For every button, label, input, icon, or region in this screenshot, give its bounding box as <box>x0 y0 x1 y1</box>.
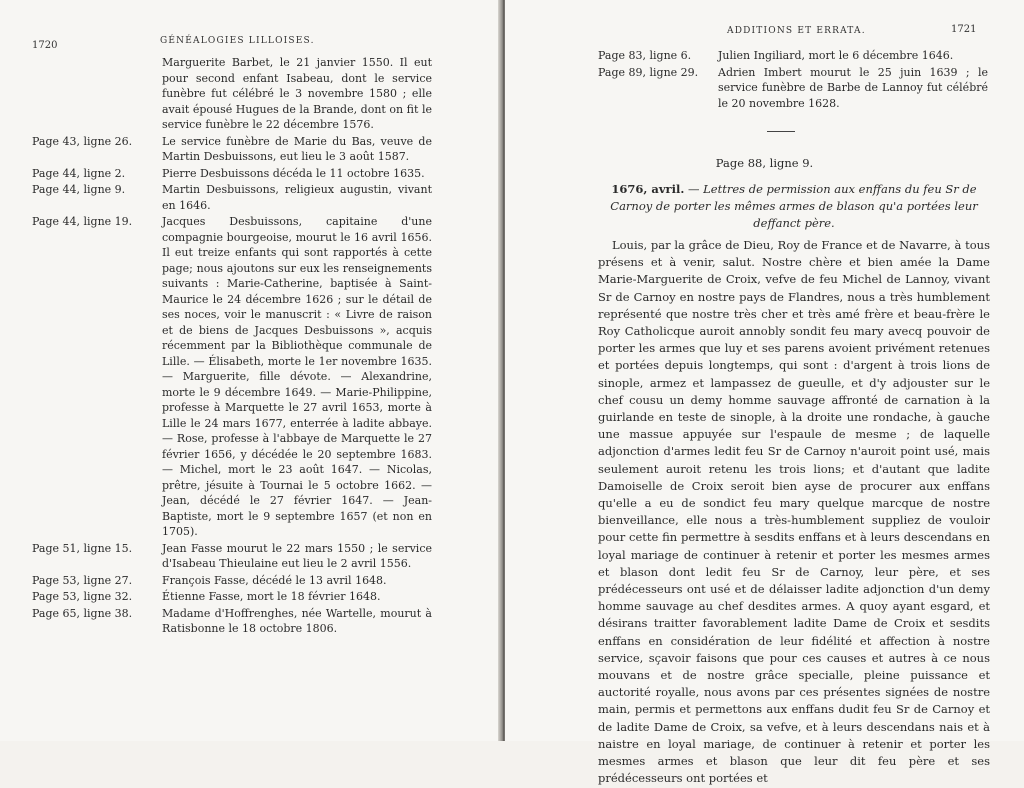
entry-ref: Page 83, ligne 6. <box>598 49 692 62</box>
list-item <box>32 182 432 213</box>
section-divider <box>767 131 795 132</box>
entry-text: Madame d'Hoffrenghes, née Wartelle, mourut à Ratisbonne le 18 octobre 1806. <box>162 606 432 635</box>
list-item <box>32 134 432 165</box>
letter-title: Lettres de permission aux enffans du feu Sr de Carnoy de porter les mêmes armes de blason qu'a portées leur deffanct père. <box>610 182 978 230</box>
entry-text: Jean Fasse mourut le 22 mars 1550 ; le service d'Isabeau Thieulaine eut lieu le 2 avril 1556. <box>162 541 432 570</box>
entry-ref: Page 43, ligne 26. <box>32 134 133 148</box>
entry-ref: Page 65, ligne 38. <box>32 606 133 620</box>
entry-text: Pierre Desbuissons décéda le 11 octobre 1635. <box>162 166 425 180</box>
entry-text: Martin Desbuissons, religieux augustin, vivant en 1646. <box>162 183 432 212</box>
left-page <box>0 0 503 741</box>
list-item <box>32 573 432 589</box>
entry-text: Jacques Desbuissons, capitaine d'une compagnie bourgeoise, mourut le 16 avril 1656. Il eut treize enfants qui sont rapportés à cette page; nous ajoutons sur eux les renseignements suivants : Marie-Catherine, baptisée à Saint-Maurice le 24 décembre 1626 ; sur le détail de ses noces, voir le manuscrit : « Livre de raison et de biens de Jacques Desbuissons », acquis récemment par la Bibliothèque communale de Lille. — Élisabeth, morte le 1er novembre 1635. — Marguerite, fille dévote. — Alexandrine, morte le 9 décembre 1649. — Marie-Philippine, professe à Marquette le 27 avril 1653, morte à Lille le 24 mars 1677, enterrée à ladite abbaye. — Rose, professe à l'abbaye de Marquette le 27 février 1656, y décédée le 20 septembre 1683. — Michel, mort le 23 août 1647. — Nicolas, prêtre, jésuite à Tournai le 5 octobre 1662. — Jean, décédé le 27 février 1647. — Jean-Baptiste, mort le 9 septembre 1657 (et non en 1705). <box>162 215 432 538</box>
left-entries <box>32 55 432 638</box>
right-page <box>505 0 1024 786</box>
entry-text: Adrien Imbert mourut le 25 juin 1639 ; le service funèbre de Barbe de Lannoy fut célébré le 20 novembre 1628. <box>718 65 988 110</box>
list-item <box>598 48 988 64</box>
entry-ref: Page 89, ligne 29. <box>598 65 699 79</box>
letter-date: 1676, avril. <box>611 182 685 196</box>
entry-ref: Page 44, ligne 9. <box>32 183 126 196</box>
continuation-entry <box>32 55 432 133</box>
left-running-header: GÉNÉALOGIES LILLOISES. <box>160 36 315 46</box>
entry-text: Le service funèbre de Marie du Bas, veuve de Martin Desbuissons, eut lieu le 3 août 1587. <box>162 134 432 163</box>
left-page-number: 1720 <box>32 40 58 51</box>
list-item <box>32 589 432 605</box>
entry-text: Étienne Fasse, mort le 18 février 1648. <box>162 590 381 603</box>
right-running-header: ADDITIONS ET ERRATA. <box>727 26 866 36</box>
right-page-number: 1721 <box>951 24 977 35</box>
list-item <box>598 65 988 112</box>
letter-body: Louis, par la grâce de Dieu, Roy de France et de Navarre, à tous présens et à venir, salut. Nostre chère et bien amée la Dame Marie-Marguerite de Croix, vefve de feu Michel de Lannoy, vivant Sr de Carnoy en nostre pays de Flandres, nous a très humblement représenté que nostre très cher et très amé frère et beau-frère le Roy Catholicque auroit annobly sondit feu mary avecq pouvoir de porter les armes que luy et ses parens avoient privément retenues et portées depuis longtemps, qui sont : d'argent à trois lions de sinople, armez et lampassez de gueulle, et d'y adjouster sur le chef cousu un demy homme sauvage affronté de carnation à la guirlande en teste de sinople, à la droite une rondache, à gauche une massue appuyée sur l'espaule de mesme ; de laquelle adjonction d'armes ledit feu Sr de Carnoy n'auroit point usé, mais seulement auroit retenu les trois lions; et d'autant que ladite Damoiselle de Croix seroit bien ayse de procurer aux enffans qu'elle a eu de sondict feu mary quelque marcque de nostre bienveillance, elle nous a très-humblement suppliez de vouloir pour cette fin permettre à sesdits enffans et à leurs descendans en loyal mariage de continuer à retenir et porter les mesmes armes et blason dont ledit feu Sr de Carnoy, leur père, et ses prédécesseurs ont usé et de délaisser ladite adjonction d'un demy homme sauvage au chef desdites armes. A quoy ayant esgard, et désirans traitter favorablement ladite Dame de Croix et sesdits enffans en considération de leur fidélité et affection à nostre service, sçavoir faisons que pour ces causes et autres à ce nous mouvans et de nostre grâce specialle, pleine puissance et auctorité royalle, nous avons par ces présentes signées de nostre main, permis et permettons aux enffans dudit feu Sr de Carnoy et de ladite Dame de Croix, sa vefve, et à leurs descendans nais et à naistre en loyal mariage, de continuer à retenir et porter les mesmes armes et blason que leur dit feu père et ses prédécesseurs ont portées et <box>598 238 990 786</box>
entry-ref: Page 44, ligne 19. <box>32 215 133 228</box>
list-item <box>32 541 432 572</box>
continuation-text: Marguerite Barbet, le 21 janvier 1550. Il eut pour second enfant Isabeau, dont le service funèbre fut célébré le 3 novembre 1580 ; elle avait épousé Hugues de la Brande, dont on fit le service funèbre le 22 décembre 1576. <box>162 56 432 131</box>
entry-text: Julien Ingiliard, mort le 6 décembre 1646. <box>718 49 954 62</box>
entry-ref: Page 51, ligne 15. <box>32 541 133 555</box>
letter-heading: 1676, avril. — Lettres de permission aux enffans du feu Sr de Carnoy de porter les mêmes armes de blason qu'a portées leur deffanct père. <box>610 182 978 230</box>
list-item <box>32 606 432 637</box>
entry-ref: Page 53, ligne 32. <box>32 590 133 603</box>
list-item <box>32 214 432 540</box>
list-item <box>32 166 432 182</box>
entry-ref: Page 44, ligne 2. <box>32 166 126 180</box>
section-title: Page 88, ligne 9. <box>715 156 814 170</box>
entry-ref: Page 53, ligne 27. <box>32 573 133 587</box>
right-entries <box>598 48 988 112</box>
entry-text: François Fasse, décédé le 13 avril 1648. <box>162 573 387 587</box>
